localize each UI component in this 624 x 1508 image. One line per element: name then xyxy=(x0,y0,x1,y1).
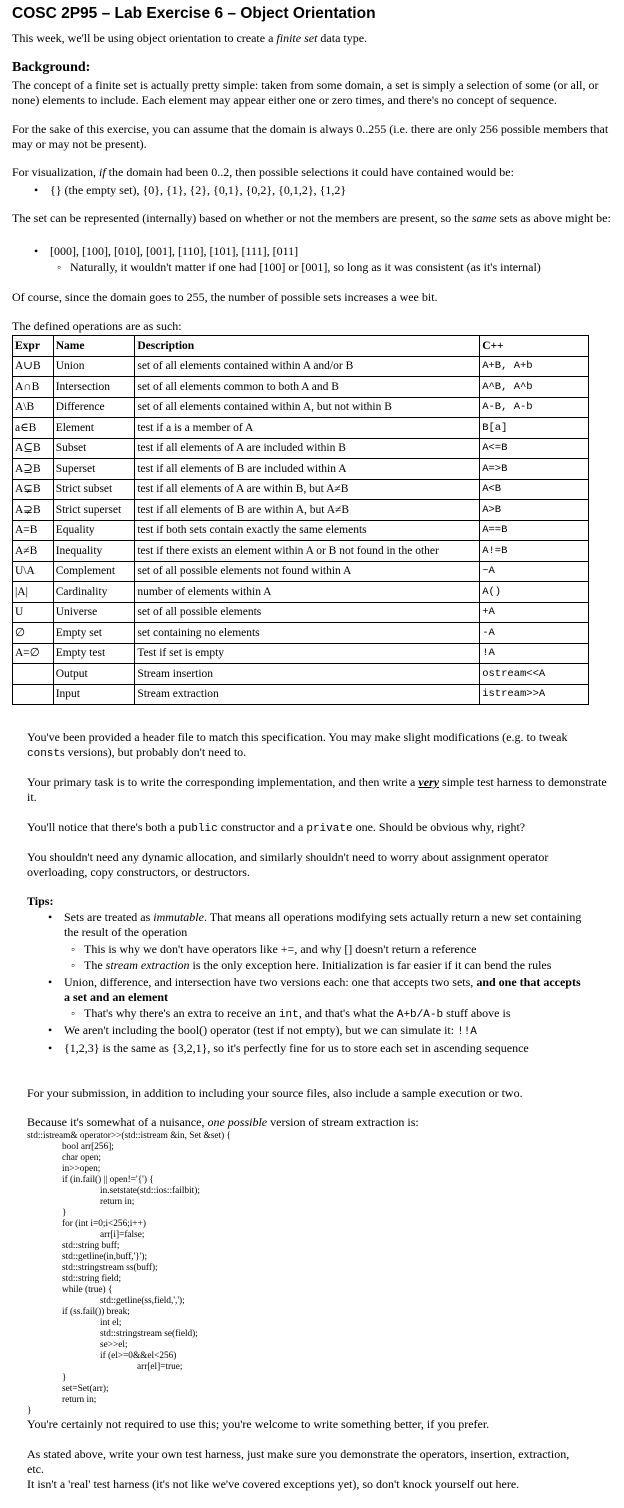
cell-cpp: +A xyxy=(480,602,589,623)
cell-cpp: !A xyxy=(480,643,589,664)
representation-bullet: • [000], [100], [010], [001], [110], [101], [111], [011] xyxy=(50,244,610,259)
cell-expr: A∪B xyxy=(13,356,54,377)
header-description: Description xyxy=(135,336,480,357)
code-line: for (int i=0;i<256;i++) xyxy=(62,1219,146,1229)
cell-cpp: B[a] xyxy=(480,418,589,439)
primary-task-paragraph xyxy=(27,775,607,804)
cell-name: Output xyxy=(53,664,135,685)
table-row xyxy=(13,438,589,459)
public-keyword: public xyxy=(178,823,218,835)
intro-text: This week, we'll be using object orientation to create a xyxy=(12,31,277,45)
code-line: in>>open; xyxy=(62,1164,101,1174)
cell-name: Input xyxy=(53,684,135,705)
cell-name: Union xyxy=(53,356,135,377)
constructors-paragraph xyxy=(27,820,607,837)
table-row xyxy=(13,520,589,541)
cell-cpp: A!=B xyxy=(480,541,589,562)
cell-expr: a∈B xyxy=(13,418,54,439)
cell-cpp: istream>>A xyxy=(480,684,589,705)
cell-name: Superset xyxy=(53,459,135,480)
table-row xyxy=(13,418,589,439)
table-row xyxy=(13,377,589,398)
cell-expr: |A| xyxy=(13,582,54,603)
stream-intro-text-end: version of stream extraction is: xyxy=(267,1115,419,1129)
code-line: std::istream& operator>>(std::istream &in, Set &set) { xyxy=(27,1131,231,1141)
cell-name: Subset xyxy=(53,438,135,459)
intro-text-end: data type. xyxy=(317,31,368,45)
cell-name: Universe xyxy=(53,602,135,623)
operations-table-body xyxy=(13,356,589,705)
cell-cpp: A=>B xyxy=(480,459,589,480)
cell-expr: A∩B xyxy=(13,377,54,398)
code-line: } xyxy=(62,1208,67,1218)
background-heading: Background: xyxy=(12,60,91,75)
primary-task-text-end: simple test harness to demonstrate it. xyxy=(27,775,607,804)
table-row xyxy=(13,643,589,664)
submission-paragraph: For your submission, in addition to including your source files, also include a sample execution or two. xyxy=(27,1086,523,1100)
tip-2-sub-mid: , and that's what the xyxy=(298,1006,397,1020)
cell-cpp: -A xyxy=(480,623,589,644)
cell-cpp: A==B xyxy=(480,520,589,541)
cell-expr: A⊇B xyxy=(13,459,54,480)
cell-cpp: A() xyxy=(480,582,589,603)
tip-1-text: Sets are treated as xyxy=(64,910,154,924)
cell-description: test if there exists an element within A or B not found in the other xyxy=(135,541,480,562)
cell-expr: A≠B xyxy=(13,541,54,562)
table-row xyxy=(13,397,589,418)
table-row xyxy=(13,500,589,521)
visualization-emphasis: if xyxy=(99,165,106,179)
not-required-paragraph: You're certainly not required to use this; you're welcome to write something better, if you prefer. xyxy=(27,1417,490,1431)
visualization-text-end: the domain had been 0..2, then possible selections it could have contained would be: xyxy=(105,165,514,179)
tip-1-emphasis: immutable xyxy=(153,910,204,924)
cell-name: Strict subset xyxy=(53,479,135,500)
table-row xyxy=(13,541,589,562)
cell-description: set of all possible elements not found within A xyxy=(135,561,480,582)
table-row xyxy=(13,561,589,582)
representation-text-end: sets as above might be: xyxy=(496,211,611,225)
code-line: if (ss.fail()) break; xyxy=(62,1307,130,1317)
tip-2-sub-end: stuff above is xyxy=(443,1006,511,1020)
header-expr: Expr xyxy=(13,336,54,357)
operations-intro: The defined operations are as such: xyxy=(12,319,182,333)
header-file-code: const xyxy=(27,747,61,760)
cell-description: number of elements within A xyxy=(135,582,480,603)
cell-name: Element xyxy=(53,418,135,439)
header-name: Name xyxy=(53,336,135,357)
constructors-text-c: one. Should be obvious why, right? xyxy=(352,820,526,834)
tip-2-int-code: int xyxy=(278,1009,299,1021)
cell-description: Test if set is empty xyxy=(135,643,480,664)
cell-description: test if both sets contain exactly the same elements xyxy=(135,520,480,541)
stream-intro-paragraph xyxy=(27,1115,607,1130)
no-dynamic-paragraph: You shouldn't need any dynamic allocation, and similarly shouldn't need to worry about assignment operator overloading, copy constructors, or destructors. xyxy=(27,850,549,879)
table-header-row xyxy=(13,336,589,357)
visualization-text: For visualization, xyxy=(12,165,99,179)
cell-description: set of all elements common to both A and B xyxy=(135,377,480,398)
tip-3-code: !!A xyxy=(457,1026,477,1038)
cell-expr: U xyxy=(13,602,54,623)
cell-expr: A\B xyxy=(13,397,54,418)
code-line: in.setstate(std::ios::failbit); xyxy=(100,1186,200,1196)
code-line: while (true) { xyxy=(62,1285,113,1295)
cell-name: Complement xyxy=(53,561,135,582)
tip-ascending: • {1,2,3} is the same as {3,2,1}, so it's perfectly fine for us to store each set in ascending sequence xyxy=(64,1041,589,1056)
tip-3-text: We aren't including the bool() operator (test if not empty), but we can simulate it: xyxy=(64,1023,458,1037)
cell-description: Stream insertion xyxy=(135,664,480,685)
code-line: return in; xyxy=(100,1197,135,1207)
cell-name: Empty test xyxy=(53,643,135,664)
code-line: arr[i]=false; xyxy=(100,1230,145,1240)
constructors-text-a: You'll notice that there's both a xyxy=(27,820,179,834)
intro-paragraph xyxy=(12,31,612,46)
code-line: } xyxy=(62,1373,67,1383)
cell-expr xyxy=(13,684,54,705)
intro-emphasis: finite set xyxy=(276,31,318,45)
tip-bool-operator xyxy=(64,1023,589,1040)
table-row xyxy=(13,684,589,705)
code-line: arr[el]=true; xyxy=(137,1362,183,1372)
code-line: std::string field; xyxy=(62,1274,122,1284)
constructors-text-b: constructor and a xyxy=(217,820,307,834)
tip-2-text: Union, difference, and intersection have two versions each: one that accepts two sets, xyxy=(64,975,477,989)
code-line: } xyxy=(27,1406,32,1416)
cell-expr: ∅ xyxy=(13,623,54,644)
cell-name: Difference xyxy=(53,397,135,418)
cell-expr: A⊆B xyxy=(13,438,54,459)
cell-name: Strict superset xyxy=(53,500,135,521)
header-file-text: You've been provided a header file to match this specification. You may make slight modifications (e.g. to tweak xyxy=(27,730,568,744)
visualization-paragraph xyxy=(12,165,612,180)
tips-heading: Tips: xyxy=(27,894,54,908)
tip-1-sub-1: ◦ This is why we don't have operators like +=, and why [] doesn't return a reference xyxy=(84,942,624,957)
cell-description: test if all elements of B are within A, but A≠B xyxy=(135,500,480,521)
operations-table xyxy=(12,335,589,705)
visualization-bullet: • {} (the empty set), {0}, {1}, {2}, {0,1}, {0,2}, {0,1,2}, {1,2} xyxy=(50,183,610,198)
header-cpp: C++ xyxy=(480,336,589,357)
code-line: return in; xyxy=(62,1395,97,1405)
cell-cpp: ~A xyxy=(480,561,589,582)
final-paragraph-1: As stated above, write your own test harness, just make sure you demonstrate the operators, insertion, extraction, etc. xyxy=(27,1447,570,1476)
cell-expr: A⊊B xyxy=(13,479,54,500)
cell-expr: U\A xyxy=(13,561,54,582)
tip-immutable xyxy=(64,910,589,939)
table-row xyxy=(13,582,589,603)
cell-expr: A=∅ xyxy=(13,643,54,664)
cell-expr xyxy=(13,664,54,685)
table-row xyxy=(13,664,589,685)
background-paragraph-2: For the sake of this exercise, you can assume that the domain is always 0..255 (i.e. there are only 256 possible members that may or may not be present). xyxy=(12,122,609,151)
cell-cpp: A^B, A^b xyxy=(480,377,589,398)
table-row xyxy=(13,356,589,377)
representation-sub-bullet: ◦ Naturally, it wouldn't matter if one had [100] or [001], so long as it was consistent (as it's internal) xyxy=(70,260,624,275)
final-paragraph-2: It isn't a 'real' test harness (it's not like we've covered exceptions yet), so don't knock yourself out here. xyxy=(27,1477,520,1491)
cell-cpp: A<B xyxy=(480,479,589,500)
cell-name: Equality xyxy=(53,520,135,541)
code-line: std::getline(ss,field,','); xyxy=(100,1296,185,1306)
tip-two-versions xyxy=(64,975,589,1004)
representation-emphasis: same xyxy=(471,211,497,225)
cell-name: Intersection xyxy=(53,377,135,398)
cell-cpp: A>B xyxy=(480,500,589,521)
header-file-paragraph xyxy=(27,730,607,761)
code-line: if (el>=0&&el<256) xyxy=(100,1351,177,1361)
code-line: std::stringstream se(field); xyxy=(100,1329,198,1339)
table-row xyxy=(13,623,589,644)
table-row xyxy=(13,602,589,623)
stream-intro-text: Because it's somewhat of a nuisance, xyxy=(27,1115,208,1129)
cell-description: test if a is a member of A xyxy=(135,418,480,439)
code-line: if (in.fail() || open!='{') { xyxy=(62,1175,154,1185)
cell-expr: A⊋B xyxy=(13,500,54,521)
code-line: std::stringstream ss(buff); xyxy=(62,1263,158,1273)
cell-cpp: A<=B xyxy=(480,438,589,459)
tip-2-ab-code: A+b/A-b xyxy=(396,1009,444,1021)
representation-text: The set can be represented (internally) based on whether or not the members are present, so the xyxy=(12,211,472,225)
code-line: se>>el; xyxy=(100,1340,128,1350)
tip-1-text-end: . That means all operations modifying sets actually return a new set containing the result of the operation xyxy=(64,910,582,939)
cell-description: test if all elements of A are included within B xyxy=(135,438,480,459)
tip-2-sub-1 xyxy=(84,1006,624,1023)
table-row xyxy=(13,479,589,500)
code-line: bool arr[256]; xyxy=(62,1142,114,1152)
primary-task-emphasis: very xyxy=(418,775,440,789)
background-paragraph-1: The concept of a finite set is actually pretty simple: taken from some domain, a set is simply a selection of some (or all, or none) elements to include. Each element may appear either one or zero times, and there's no concept of sequence. xyxy=(12,78,599,107)
cell-description: set of all elements contained within A, but not within B xyxy=(135,397,480,418)
cell-expr: A=B xyxy=(13,520,54,541)
cell-name: Empty set xyxy=(53,623,135,644)
header-file-text-end: s versions), but probably don't need to. xyxy=(60,744,247,759)
private-keyword: private xyxy=(306,823,353,835)
cell-cpp: A-B, A-b xyxy=(480,397,589,418)
code-line: std::getline(in,buff,'}'); xyxy=(62,1252,148,1262)
tip-2-bold: and one that accepts a set and an element xyxy=(64,975,581,1004)
code-line: char open; xyxy=(62,1153,101,1163)
of-course-paragraph: Of course, since the domain goes to 255, the number of possible sets increases a wee bit. xyxy=(12,290,438,304)
cell-description: set containing no elements xyxy=(135,623,480,644)
tip-1-sub-2-emphasis: stream extraction xyxy=(105,958,190,972)
tip-1-sub-2-text-end: is the only exception here. Initialization is far easier if it can bend the rules xyxy=(189,958,552,972)
cell-name: Inequality xyxy=(53,541,135,562)
cell-description: set of all elements contained within A and/or B xyxy=(135,356,480,377)
cell-description: Stream extraction xyxy=(135,684,480,705)
code-line: set=Set(arr); xyxy=(62,1384,109,1394)
cell-description: test if all elements of B are included within A xyxy=(135,459,480,480)
cell-cpp: A+B, A+b xyxy=(480,356,589,377)
page-title: COSC 2P95 – Lab Exercise 6 – Object Orientation xyxy=(12,5,376,22)
tip-1-sub-2-text: The xyxy=(84,958,106,972)
tip-2-sub-text: That's why there's an extra to receive an xyxy=(84,1006,279,1020)
tip-1-sub-2 xyxy=(84,958,604,973)
cell-description: set of all possible elements xyxy=(135,602,480,623)
cell-description: test if all elements of A are within B, but A≠B xyxy=(135,479,480,500)
table-row xyxy=(13,459,589,480)
representation-paragraph xyxy=(12,211,612,226)
primary-task-text: Your primary task is to write the corresponding implementation, and then write a xyxy=(27,775,419,789)
code-line: std::string buff; xyxy=(62,1241,120,1251)
cell-cpp: ostream<<A xyxy=(480,664,589,685)
cell-name: Cardinality xyxy=(53,582,135,603)
stream-intro-emphasis: one possible xyxy=(207,1115,268,1129)
code-line: int el; xyxy=(100,1318,122,1328)
